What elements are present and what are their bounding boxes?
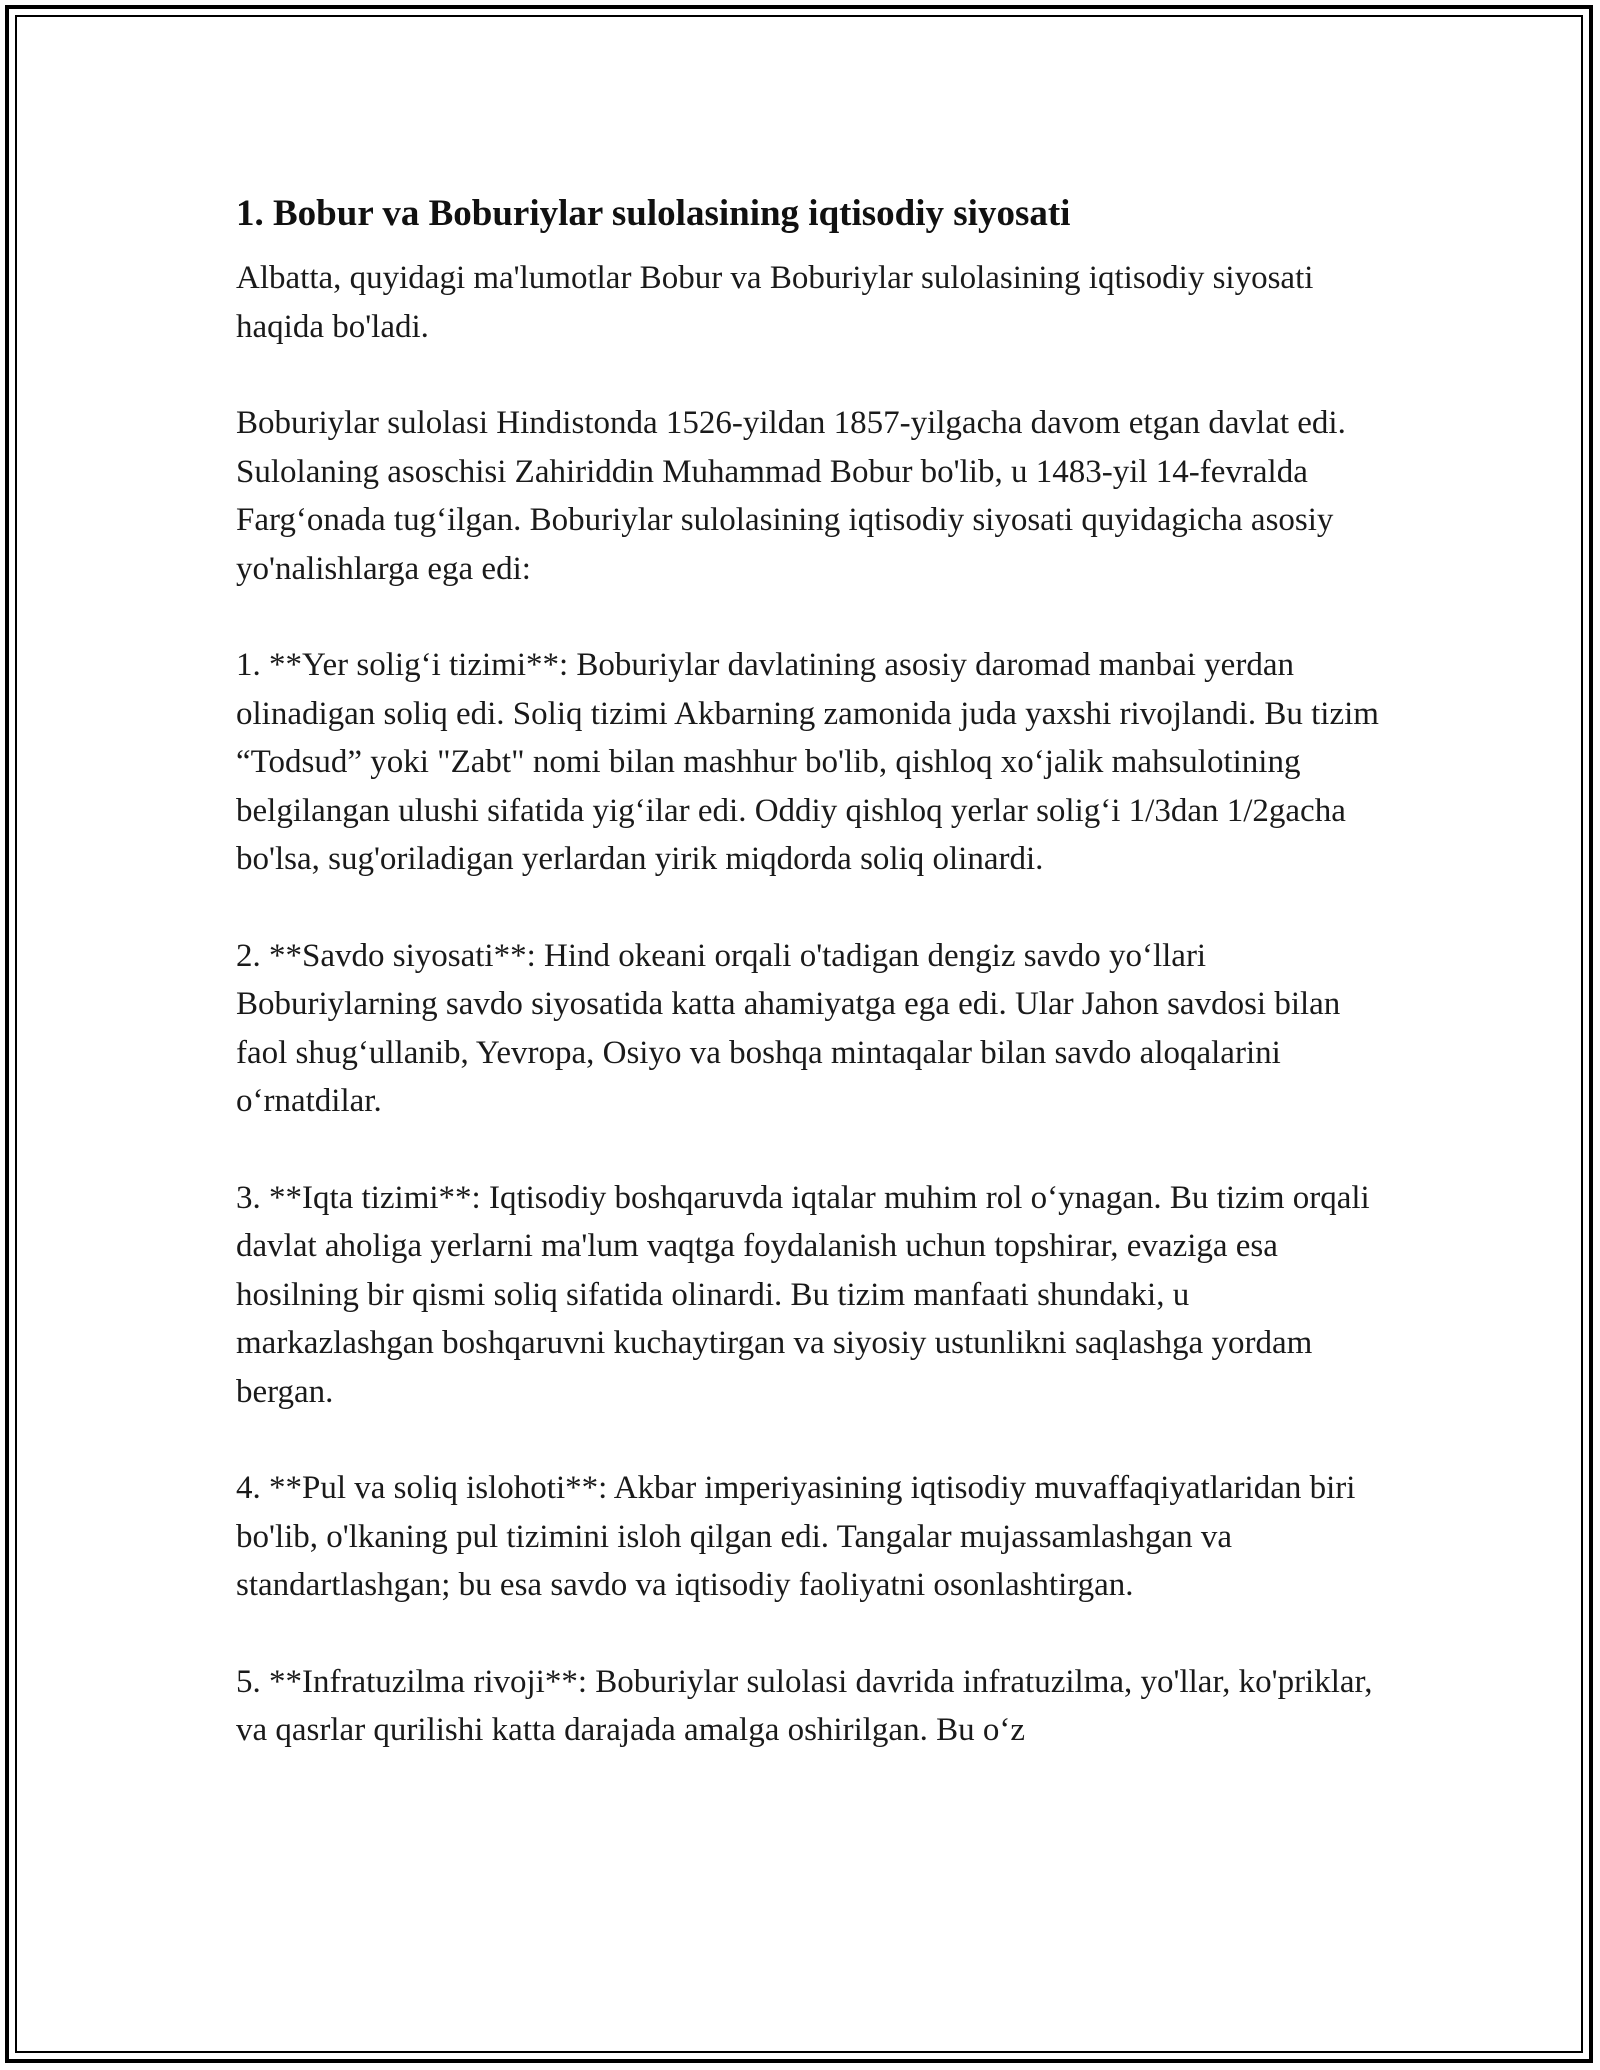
paragraph-iqta-system: 3. **Iqta tizimi**: Iqtisodiy boshqaruvda iqtalar muhim rol o‘ynagan. Bu tizim orqali davlat aholiga yerlarni ma'lum vaqtga foydalanish uchun topshirar, evaziga esa hosilning bir qismi soliq sifatida olinardi. Bu tizim manfaati shundaki, u markazlashgan boshqaruvni kuchaytirgan va siyosiy ustunlikni saqlashga yordam bergan. (236, 1179, 1370, 1410)
document-title: 1. Bobur va Boburiylar sulolasining iqtisodiy siyosati (236, 193, 1071, 234)
paragraph-trade-policy: 2. **Savdo siyosati**: Hind okeani orqali o'tadigan dengiz savdo yo‘llari Boburiylarning savdo siyosatida katta ahamiyatga ega edi. Ular Jahon savdosi bilan faol shug‘ullanib, Yevropa, Osiyo va boshqa mintaqalar bilan savdo aloqalarini o‘rnatdilar. (236, 937, 1341, 1119)
paragraph-intro: Albatta, quyidagi ma'lumotlar Bobur va Boburiylar sulolasining iqtisodiy siyosati haqida bo'ladi. (236, 260, 1314, 345)
paragraph-infrastructure: 5. **Infratuzilma rivoji**: Boburiylar sulolasi davrida infratuzilma, yo'llar, ko'priklar, va qasrlar qurilishi katta darajada amalga oshirilgan. Bu o‘z (236, 1663, 1373, 1748)
document-body (236, 186, 1386, 1803)
paragraph-background: Boburiylar sulolasi Hindistonda 1526-yildan 1857-yilgacha davom etgan davlat edi. Sulolaning asoschisi Zahiriddin Muhammad Bobur bo'lib, u 1483-yil 14-fevralda Farg‘onada tug‘ilgan. Boburiylar sulolasining iqtisodiy siyosati quyidagicha asosiy yo'nalishlarga ega edi: (236, 405, 1346, 587)
paragraph-currency-reform: 4. **Pul va soliq islohoti**: Akbar imperiyasining iqtisodiy muvaffaqiyatlaridan biri bo'lib, o'lkaning pul tizimini isloh qilgan edi. Tangalar mujassamlashgan va standartlashgan; bu esa savdo va iqtisodiy faoliyatni osonlashtirgan. (236, 1470, 1356, 1603)
paragraph-land-tax: 1. **Yer solig‘i tizimi**: Boburiylar davlatining asosiy daromad manbai yerdan olinadigan soliq edi. Soliq tizimi Akbarning zamonida juda yaxshi rivojlandi. Bu tizim “Todsud” yoki "Zabt" nomi bilan mashhur bo'lib, qishloq xo‘jalik mahsulotining belgilangan ulushi sifatida yig‘ilar edi. Oddiy qishloq yerlar solig‘i 1/3dan 1/2gacha bo'lsa, sug'oriladigan yerlardan yirik miqdorda soliq olinardi. (236, 647, 1379, 877)
